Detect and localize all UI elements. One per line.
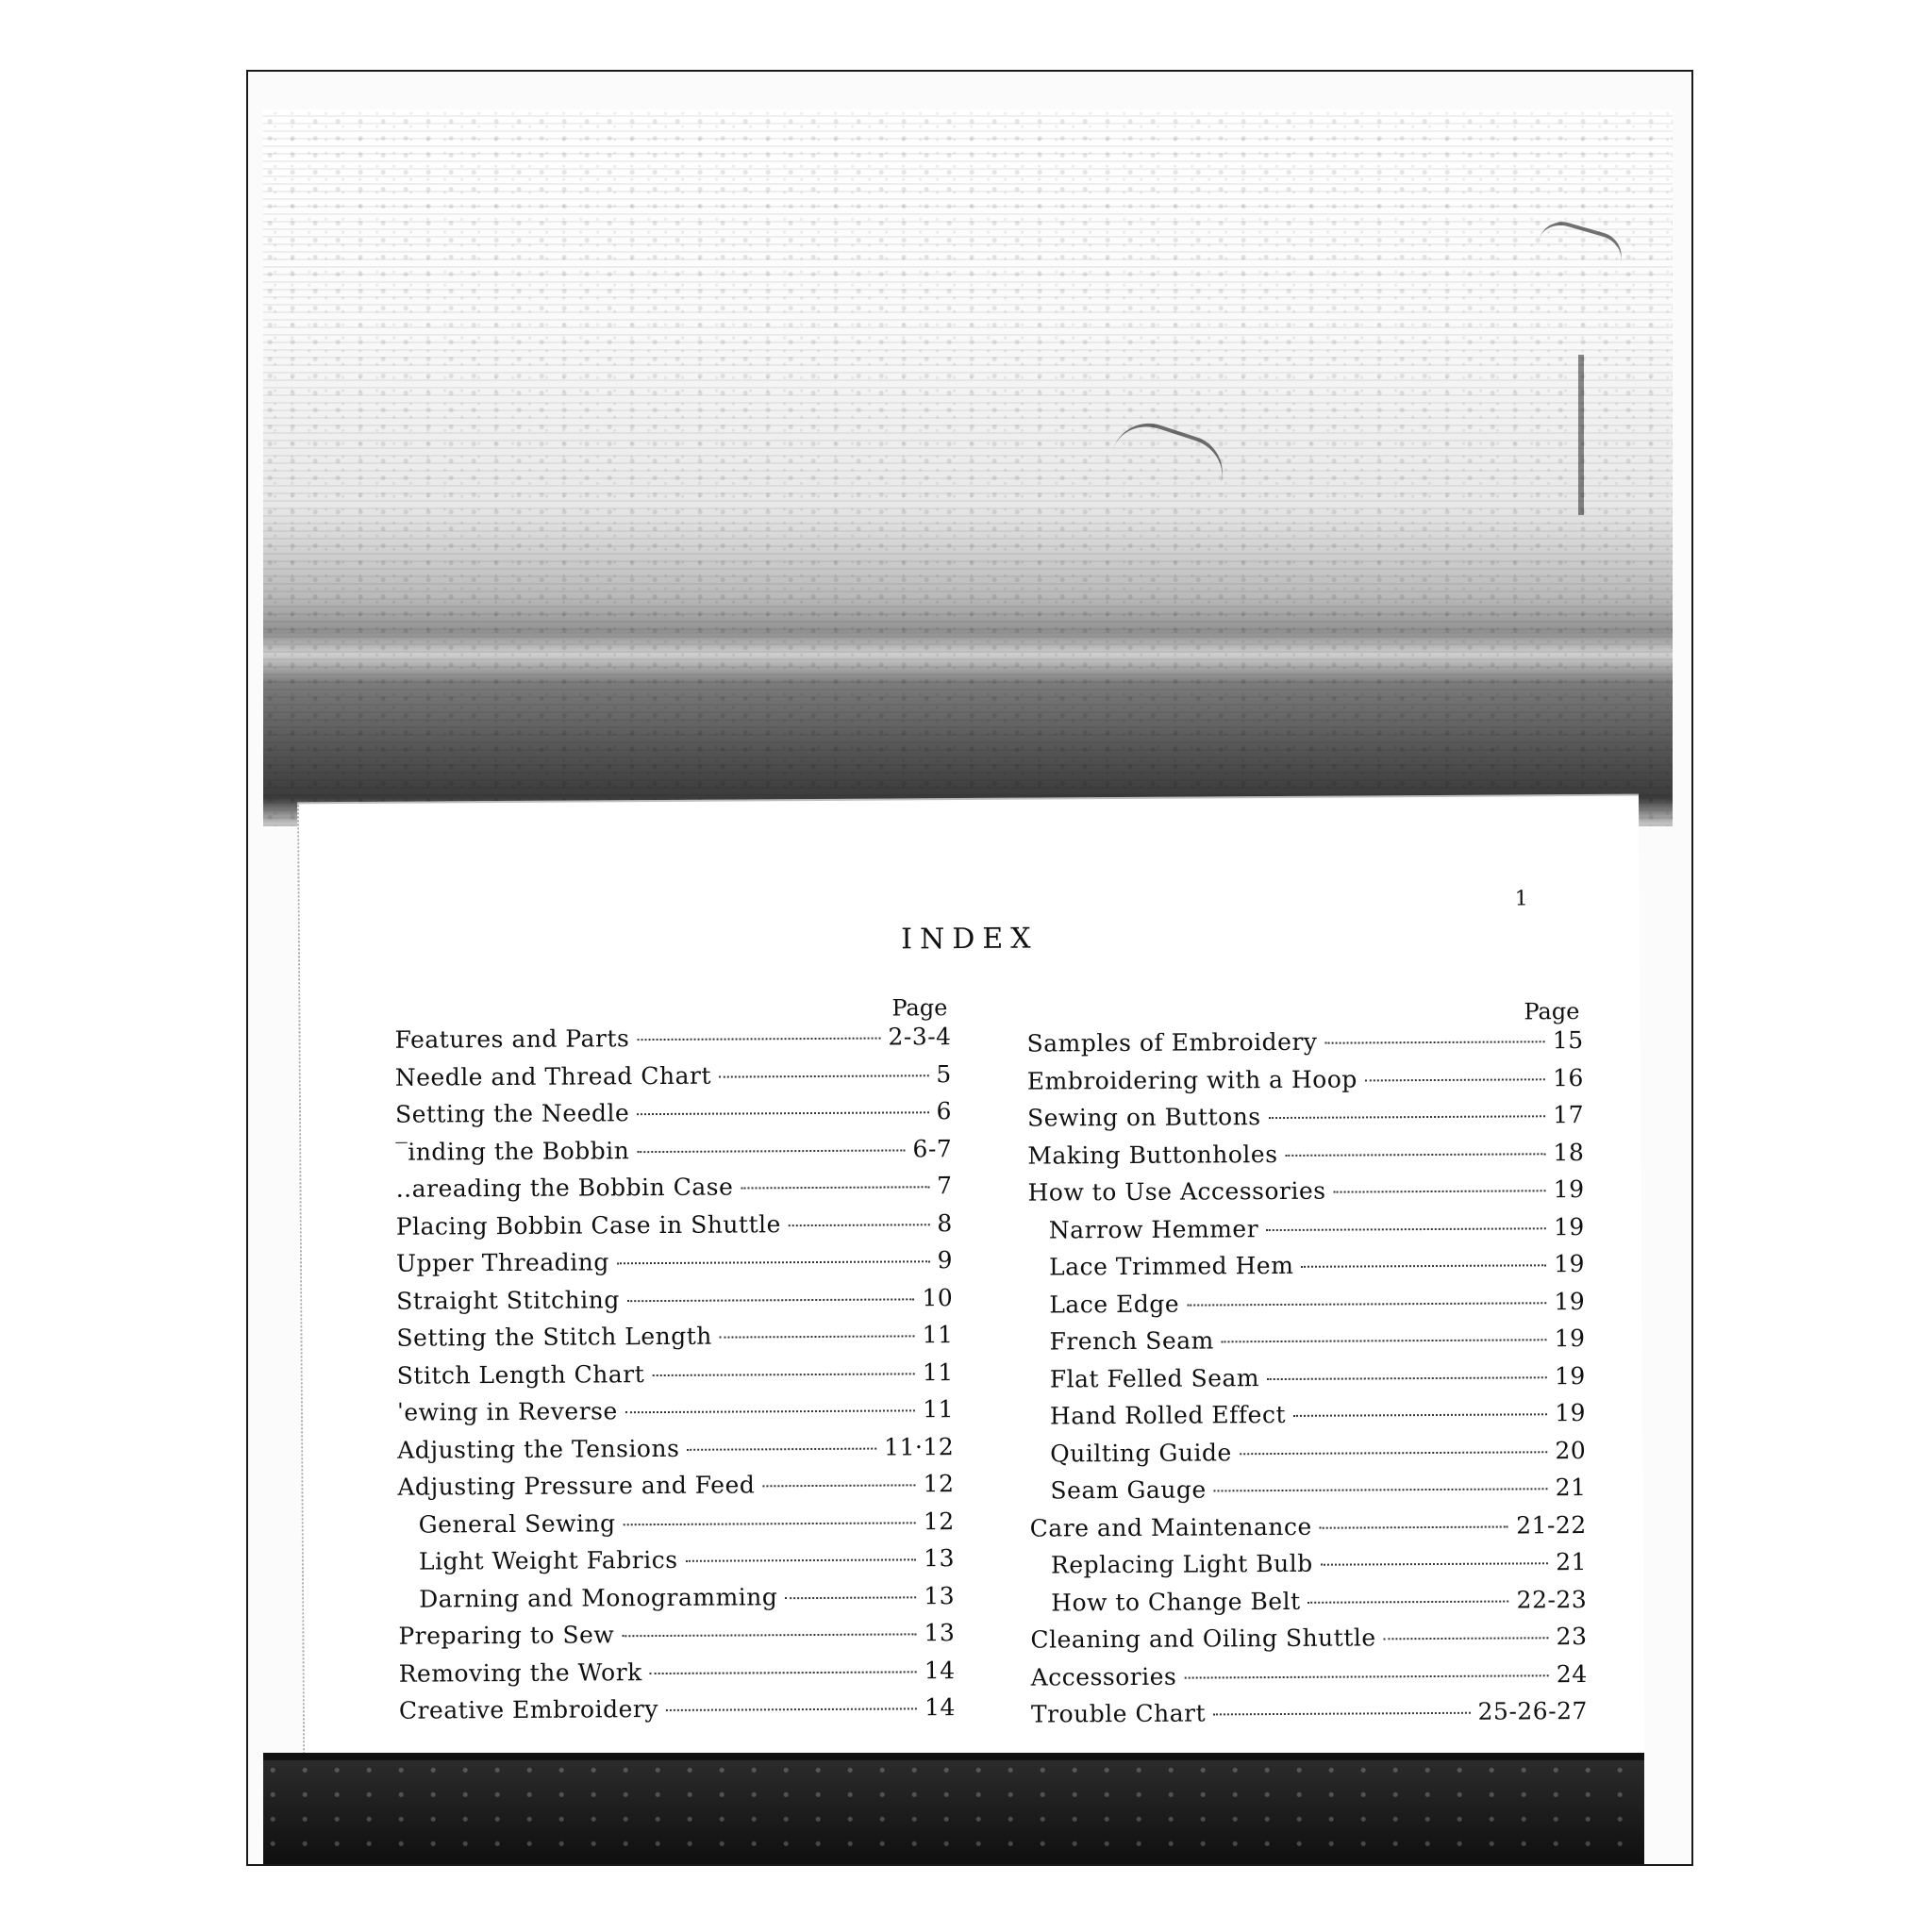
index-entry-label: Setting the Needle: [394, 1099, 630, 1128]
index-entry-page: 11: [922, 1321, 954, 1349]
dot-leader: [1213, 1712, 1471, 1716]
index-entry: [1028, 1250, 1585, 1291]
index-entry: [1027, 1101, 1584, 1141]
index-entry: [1028, 1213, 1585, 1254]
index-entry: [399, 1693, 956, 1734]
dot-leader: [720, 1335, 915, 1338]
index-entry-page: 5: [936, 1059, 952, 1088]
index-entry: [1029, 1437, 1586, 1477]
scan-artifact-streak: [1578, 355, 1584, 515]
index-entry-page: 24: [1556, 1659, 1588, 1688]
index-entry-label: Preparing to Sew: [398, 1621, 615, 1650]
dot-leader: [1214, 1488, 1548, 1491]
index-entry-label: Making Buttonholes: [1027, 1140, 1278, 1170]
index-entries-left: [394, 1023, 956, 1734]
index-entry-label: Features and Parts: [394, 1024, 630, 1054]
dot-leader: [1293, 1413, 1547, 1417]
index-entry: [397, 1433, 954, 1474]
dot-leader: [637, 1038, 880, 1041]
dot-leader: [637, 1111, 928, 1115]
index-entry-label: Flat Felled Seam: [1049, 1363, 1260, 1392]
index-entry-page: 12: [923, 1507, 955, 1535]
index-entry-label: Needle and Thread Chart: [394, 1061, 712, 1091]
index-entry-page: 16: [1552, 1063, 1584, 1091]
index-entry-page: 6: [936, 1097, 953, 1125]
dot-leader: [686, 1558, 917, 1561]
index-entry-label: French Seam: [1049, 1326, 1214, 1356]
index-entry-page: 12: [923, 1470, 955, 1498]
index-entry-page: 19: [1554, 1287, 1586, 1315]
dot-leader: [1321, 1562, 1548, 1565]
dot-leader: [1384, 1637, 1549, 1640]
dot-leader: [1308, 1600, 1509, 1603]
dot-leader: [1240, 1451, 1548, 1455]
index-entry-label: Narrow Hemmer: [1048, 1214, 1259, 1243]
dot-leader: [1269, 1115, 1546, 1119]
index-entry-label: Darning and Monogramming: [419, 1582, 778, 1613]
index-entry-label: Cleaning and Oiling Shuttle: [1030, 1624, 1376, 1654]
index-entry: [398, 1582, 955, 1623]
index-entry: [397, 1395, 954, 1436]
index-entry-label: Hand Rolled Effect: [1049, 1400, 1287, 1430]
dot-leader: [1320, 1525, 1508, 1528]
index-entry-label: Trouble Chart: [1030, 1699, 1207, 1728]
index-entry-label: Seam Gauge: [1050, 1475, 1207, 1505]
scan-shadow-top: [263, 109, 1673, 826]
index-entry: [395, 1135, 952, 1175]
index-entry-page: 13: [924, 1544, 956, 1573]
index-entry: [397, 1358, 954, 1399]
dot-leader: [1324, 1041, 1544, 1043]
index-entry-label: Upper Threading: [395, 1248, 609, 1277]
index-entry-label: ‾inding the Bobbin: [395, 1136, 630, 1166]
index-page: [297, 794, 1644, 1795]
dot-leader: [762, 1484, 915, 1487]
index-entry: [1031, 1660, 1588, 1701]
index-entry: [396, 1209, 953, 1250]
dot-leader: [637, 1149, 905, 1153]
index-entry-page: 19: [1554, 1324, 1586, 1353]
index-entry-label: How to Use Accessories: [1027, 1176, 1326, 1207]
index-entry: [394, 1023, 951, 1063]
index-entry-page: 10: [922, 1283, 954, 1311]
index-entry: [1029, 1362, 1586, 1403]
index-entry: [1027, 1175, 1584, 1216]
page-column-label: Page: [891, 994, 948, 1022]
dot-leader: [1286, 1153, 1546, 1157]
index-entries-right: [1027, 1026, 1589, 1738]
dot-leader: [687, 1447, 876, 1450]
dot-leader: [1187, 1302, 1546, 1306]
index-entry-label: Setting the Stitch Length: [396, 1322, 712, 1352]
index-entry-page: 19: [1553, 1212, 1585, 1241]
dot-leader: [1266, 1227, 1546, 1231]
index-entry-label: Samples of Embroidery: [1026, 1027, 1318, 1058]
dot-leader: [627, 1298, 915, 1302]
index-entry-page: 6-7: [912, 1134, 953, 1162]
index-entry-page: 11: [923, 1395, 955, 1424]
index-entry-page: 21: [1556, 1548, 1588, 1576]
index-entry: [398, 1507, 955, 1548]
index-entry-page: 22-23: [1516, 1585, 1588, 1613]
index-entry-label: Lace Trimmed Hem: [1048, 1251, 1294, 1281]
index-entry-label: How to Change Belt: [1051, 1587, 1301, 1616]
scanned-page-frame: [246, 70, 1693, 1866]
index-entry-page: 14: [924, 1656, 956, 1684]
index-entry-page: 18: [1553, 1138, 1585, 1166]
index-entry: [399, 1657, 956, 1697]
index-entry: [1028, 1288, 1585, 1328]
index-entry-page: 19: [1553, 1175, 1585, 1204]
index-column-right: [1026, 998, 1588, 1738]
index-entry: [1029, 1474, 1586, 1514]
dot-leader: [785, 1596, 916, 1599]
index-entry: [1029, 1399, 1586, 1440]
index-entry-page: 15: [1552, 1026, 1584, 1055]
index-entry-page: 14: [924, 1693, 956, 1722]
index-entry-label: Replacing Light Bulb: [1050, 1549, 1313, 1579]
index-entry-page: 19: [1555, 1399, 1587, 1427]
index-entry-page: 7: [937, 1172, 953, 1200]
dot-leader: [1334, 1190, 1546, 1192]
index-entry: [396, 1284, 953, 1324]
dot-leader: [1365, 1078, 1545, 1081]
index-column-left: [394, 994, 956, 1734]
index-entry-label: ˈewing in Reverse: [396, 1397, 618, 1426]
page-number: 1: [1514, 887, 1528, 911]
index-title: INDEX: [901, 922, 1039, 957]
dot-leader: [624, 1522, 916, 1525]
scan-shadow-bottom: [263, 1753, 1644, 1864]
index-entry-label: Straight Stitching: [396, 1285, 620, 1315]
index-entry: [1030, 1511, 1587, 1552]
index-entry-label: Embroidering with a Hoop: [1026, 1064, 1357, 1095]
page-column-label: Page: [1524, 998, 1580, 1025]
index-entry: [1027, 1064, 1584, 1105]
index-entry-page: 21: [1555, 1474, 1587, 1502]
index-entry: [1030, 1586, 1587, 1626]
index-entry-page: 8: [937, 1208, 953, 1237]
index-entry: [395, 1060, 952, 1101]
index-entry: [395, 1172, 952, 1212]
dot-leader: [650, 1671, 917, 1674]
index-entry-page: 21-22: [1516, 1510, 1587, 1539]
index-entry-label: Light Weight Fabrics: [418, 1545, 678, 1575]
index-entry-label: Creative Embroidery: [398, 1695, 658, 1724]
index-entry-page: 19: [1554, 1250, 1586, 1278]
dot-leader: [622, 1633, 916, 1637]
index-entry-page: 9: [937, 1246, 954, 1274]
dot-leader: [1222, 1339, 1547, 1342]
dot-leader: [1301, 1264, 1546, 1268]
index-entry-label: Quilting Guide: [1050, 1438, 1232, 1467]
index-entry-label: Adjusting Pressure and Feed: [397, 1471, 756, 1501]
index-entry-label: Care and Maintenance: [1029, 1512, 1312, 1542]
index-entry-label: Placing Bobbin Case in Shuttle: [395, 1209, 781, 1241]
index-entry: [1030, 1623, 1587, 1663]
index-entry-page: 11·12: [884, 1432, 955, 1461]
index-entry-page: 2-3-4: [888, 1023, 952, 1051]
index-entry: [396, 1246, 953, 1287]
index-entry-page: 13: [924, 1619, 956, 1647]
index-entry-page: 25-26-27: [1477, 1697, 1589, 1725]
index-entry-label: ‥areading the Bobbin Case: [395, 1173, 734, 1203]
index-entry: [1027, 1139, 1584, 1179]
dot-leader: [666, 1707, 917, 1711]
dot-leader: [741, 1186, 929, 1189]
index-entry: [1031, 1697, 1588, 1738]
dot-leader: [625, 1409, 915, 1413]
index-entry-page: 23: [1556, 1623, 1588, 1651]
index-entry-label: Accessories: [1030, 1662, 1177, 1691]
index-entry: [1027, 1026, 1584, 1067]
index-entry-label: Adjusting the Tensions: [397, 1434, 680, 1464]
index-entry-label: Lace Edge: [1049, 1290, 1180, 1318]
dot-leader: [617, 1260, 930, 1264]
index-entry-page: 20: [1555, 1436, 1587, 1464]
index-entry-page: 17: [1553, 1101, 1585, 1129]
index-entry: [1030, 1548, 1587, 1589]
index-entry-label: General Sewing: [418, 1508, 616, 1539]
index-entry: [398, 1619, 955, 1659]
dot-leader: [652, 1373, 915, 1376]
dot-leader: [719, 1074, 928, 1077]
index-entry: [395, 1097, 952, 1138]
index-entry: [396, 1321, 953, 1361]
index-entry-page: 13: [924, 1581, 956, 1609]
index-entry-page: 19: [1554, 1361, 1586, 1390]
index-entry-label: Stitch Length Chart: [396, 1359, 645, 1390]
index-entry-label: Removing the Work: [398, 1657, 642, 1688]
index-entry-page: 11: [922, 1357, 954, 1386]
index-entry: [1028, 1324, 1585, 1365]
dot-leader: [1267, 1376, 1547, 1380]
index-entry: [397, 1470, 954, 1510]
dot-leader: [789, 1224, 929, 1226]
dot-leader: [1184, 1674, 1549, 1678]
index-entry-label: Sewing on Buttons: [1026, 1103, 1261, 1132]
index-entry: [398, 1544, 955, 1585]
